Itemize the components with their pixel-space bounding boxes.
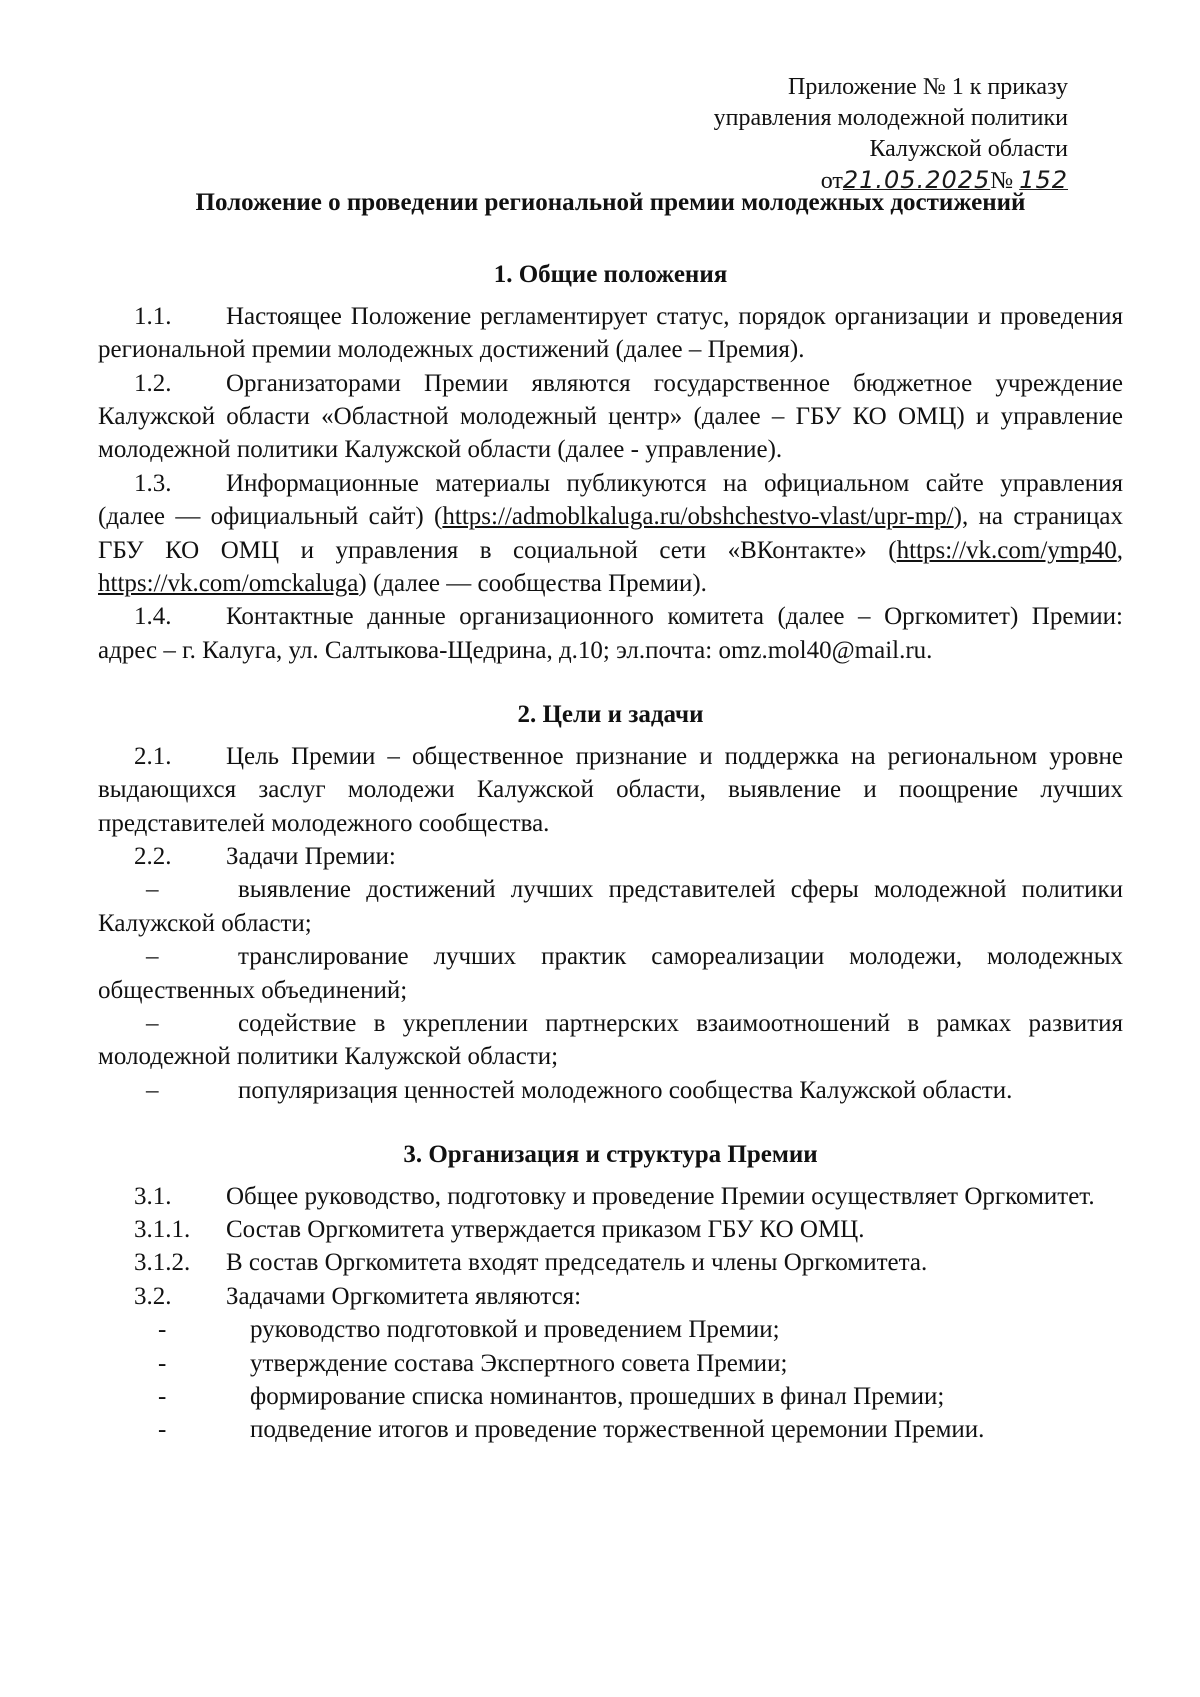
dash-bullet: – xyxy=(146,876,159,904)
list-item-text: популяризация ценностей молодежного сообщества Калужской области. xyxy=(238,1076,1013,1104)
clause-1-4 xyxy=(98,600,1123,667)
dash-bullet: – xyxy=(146,943,159,971)
clause-text: ) (далее — сообщества Премии). xyxy=(358,570,707,598)
clause-number: 1.3. xyxy=(134,469,172,497)
document-body xyxy=(98,186,1123,1447)
website-link[interactable]: https://admoblkaluga.ru/obshchestvo-vlast/upr-mp/ xyxy=(442,503,954,531)
date-prefix: от xyxy=(820,168,843,194)
dash-bullet: – xyxy=(146,1009,159,1037)
clause-number: 3.2. xyxy=(134,1282,172,1310)
clause-text: В состав Оргкомитета входят председатель и члены Оргкомитета. xyxy=(226,1249,928,1277)
appendix-line-3: Калужской области xyxy=(869,136,1068,162)
dot-bullet: - xyxy=(158,1349,167,1377)
list-item xyxy=(98,1347,1123,1380)
clause-number: 1.1. xyxy=(134,302,172,330)
document-title: Положение о проведении региональной премии молодежных достижений xyxy=(195,189,1026,216)
clause-text: Организаторами Премии являются государственное бюджетное учреждение Калужской области «Областной молодежный центр» (далее – ГБУ КО ОМЦ) и управление молодежной политики Калужской области (далее - управление). xyxy=(98,369,1123,464)
section-1-heading: 1. Общие положения xyxy=(493,261,728,289)
list-item xyxy=(98,1313,1123,1346)
clause-number: 3.1. xyxy=(134,1182,172,1210)
clause-text: , xyxy=(1116,536,1123,564)
dash-bullet: – xyxy=(146,1076,159,1104)
list-item-text: выявление достижений лучших представителей сферы молодежной политики Калужской области; xyxy=(98,876,1123,937)
list-item-text: подведение итогов и проведение торжественной церемонии Премии. xyxy=(250,1416,985,1444)
list-item xyxy=(98,873,1123,940)
section-3-heading: 3. Организация и структура Премии xyxy=(403,1141,818,1169)
clause-text: Настоящее Положение регламентирует статус, порядок организации и проведения региональной премии молодежных достижений (далее – Премия). xyxy=(98,302,1123,364)
list-item-text: утверждение состава Экспертного совета Премии; xyxy=(250,1349,788,1377)
clause-text: Состав Оргкомитета утверждается приказом ГБУ КО ОМЦ. xyxy=(226,1215,865,1243)
clause-1-2 xyxy=(98,367,1123,467)
clause-number: 3.1.2. xyxy=(134,1249,191,1277)
clause-text: ), на страницах ГБУ КО ОМЦ и управления в социальной сети «ВКонтакте» ( xyxy=(98,503,1123,564)
list-item xyxy=(98,1074,1123,1107)
vk-ymp40-link[interactable]: https://vk.com/ymp40 xyxy=(896,536,1117,564)
clause-number: 3.1.1. xyxy=(134,1215,191,1243)
clause-text: Задачами Оргкомитета являются: xyxy=(226,1282,582,1310)
list-item-text: транслирование лучших практик самореализации молодежи, молодежных общественных объединений; xyxy=(98,943,1123,1004)
clause-3-2 xyxy=(98,1280,1123,1313)
dot-bullet: - xyxy=(158,1383,167,1410)
appendix-line-1: Приложение № 1 к приказу xyxy=(788,74,1068,100)
list-item xyxy=(98,1413,1123,1446)
clause-text: Цель Премии – общественное признание и поддержка на региональном уровне выдающихся заслуг молодежи Калужской области, выявление и поощрение лучших представителей молодежного сообщества. xyxy=(98,742,1123,837)
dot-bullet: - xyxy=(158,1416,167,1444)
clause-2-2 xyxy=(98,840,1123,873)
clause-number: 2.1. xyxy=(134,742,172,770)
list-item-text: содействие в укреплении партнерских взаимоотношений в рамках развития молодежной политики Калужской области; xyxy=(98,1009,1123,1071)
dot-bullet: - xyxy=(158,1316,167,1344)
clause-text: Контактные данные организационного комитета (далее – Оргкомитет) Премии: адрес – г. Калуга, ул. Салтыкова-Щедрина, д.10; эл.почта: omz.mol40@mail.ru. xyxy=(98,603,1123,664)
clause-text: Информационные материалы публикуются на официальном сайте управления (далее — официальный сайт) ( xyxy=(98,469,1123,531)
clause-3-1-1 xyxy=(98,1213,1123,1246)
clause-number: 1.2. xyxy=(134,369,172,397)
list-item-text: формирование списка номинантов, прошедших в финал Премии; xyxy=(250,1383,945,1410)
list-item-text: руководство подготовкой и проведением Премии; xyxy=(250,1316,780,1344)
handwritten-date: 21.05.2025 xyxy=(842,166,991,194)
clause-text: Общее руководство, подготовку и проведение Премии осуществляет Оргкомитет. xyxy=(226,1182,1095,1210)
list-item xyxy=(98,940,1123,1007)
vk-omckaluga-link[interactable]: https://vk.com/omckaluga xyxy=(98,570,359,598)
clause-number: 1.4. xyxy=(134,603,172,631)
list-item xyxy=(98,1380,1123,1413)
clause-2-1 xyxy=(98,740,1123,840)
clause-1-1 xyxy=(98,300,1123,367)
appendix-header xyxy=(714,72,1068,197)
list-item xyxy=(98,1007,1123,1074)
clause-number: 2.2. xyxy=(134,842,172,870)
clause-3-1-2 xyxy=(98,1246,1123,1279)
handwritten-number: 152 xyxy=(1019,166,1068,194)
section-2-heading: 2. Цели и задачи xyxy=(517,701,704,729)
clause-3-1 xyxy=(98,1180,1123,1213)
number-prefix: № xyxy=(990,168,1014,194)
clause-text: Задачи Премии: xyxy=(226,842,396,870)
clause-1-3 xyxy=(98,467,1123,601)
appendix-line-2: управления молодежной политики xyxy=(713,105,1068,131)
